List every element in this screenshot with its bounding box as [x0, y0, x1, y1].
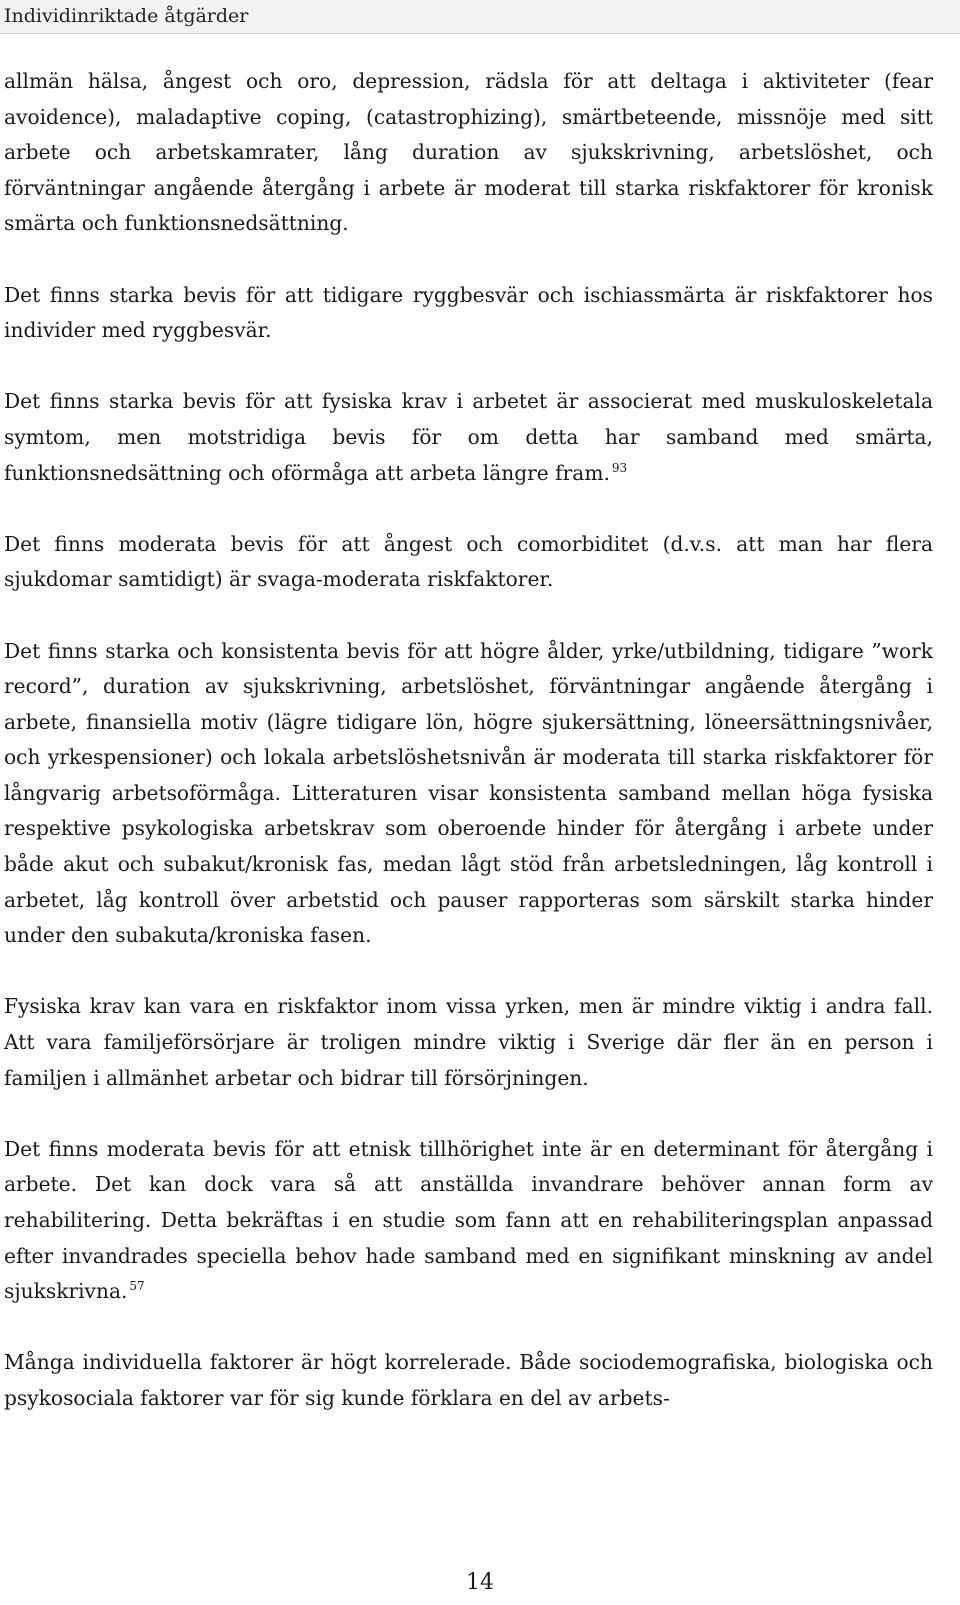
page-number: 14 [466, 1570, 494, 1595]
body-text [4, 64, 933, 1417]
footnote-reference: 57 [129, 1279, 145, 1294]
paragraph-ethnicity [4, 1132, 933, 1310]
paragraph-text: Fysiska krav kan vara en riskfaktor inom vissa yrken, men är mindre viktig i andra fall. Att vara familjeförsörjare är troligen mindre viktig i Sverige där fler än en person i familjen i allmänhet arbetar och bidrar till försörjningen. [4, 994, 933, 1090]
paragraph-risk-factors [4, 64, 933, 242]
paragraph-text: Det finns starka bevis för att fysiska krav i arbetet är associerat med muskuloskeletala symtom, men motstridiga bevis för om detta har samband med smärta, funktionsnedsättning och oförmåga att arbeta längre fram. [4, 389, 933, 485]
paragraph-physical-demands [4, 384, 933, 491]
running-header-title: Individinriktade åtgärder [4, 5, 249, 27]
paragraph-work-disability [4, 634, 933, 954]
paragraph-text: Det finns moderata bevis för att etnisk tillhörighet inte är en determinant för återgång i arbete. Det kan dock vara så att anställda invandrare behöver annan form av rehabilitering. Detta bekräftas i en studie som fann att en rehabiliteringsplan anpassad efter invandrades speciella behov hade samband med en signifikant minskning av andel sjukskrivna. [4, 1136, 933, 1304]
paragraph-text: Många individuella faktorer är högt korrelerade. Både sociodemografiska, biologiska och psykosociala faktorer var för sig kunde förklara en del av arbets- [4, 1350, 933, 1410]
paragraph-text: Det finns moderata bevis för att ångest och comorbiditet (d.v.s. att man har flera sjukdomar samtidigt) är svaga-moderata riskfaktorer. [4, 531, 933, 592]
paragraph-physical-requirements [4, 989, 933, 1096]
paragraph-text: Det finns starka och konsistenta bevis för att högre ålder, yrke/utbildning, tidigare ”work record”, duration av sjukskrivning, arbetslöshet, förväntningar angående återgång i arbete, finansiella motiv (lägre tidigare lön, högre sjukersättning, löneersättningsnivåer, och yrkespensioner) och lokala arbetslöshetsnivån är moderata till starka riskfaktorer för långvarig arbetsoförmåga. Litteraturen visar konsistenta samband mellan höga fysiska respektive psykologiska arbetskrav som oberoende hinder för återgång i arbete under både akut och subakut/kronisk fas, medan lågt stöd från arbetsledningen, låg kontroll i arbetet, låg kontroll över arbetstid och pauser rapporteras som särskilt starka hinder under den subakuta/kroniska fasen. [4, 638, 933, 948]
paragraph-anxiety [4, 527, 933, 598]
running-header [0, 0, 960, 34]
footnote-reference: 93 [611, 460, 628, 475]
paragraph-correlated-factors [4, 1345, 933, 1416]
paragraph-text: allmän hälsa, ångest och oro, depression, rädsla för att deltaga i aktiviteter (fear avoidence), maladaptive coping, (catastrophizing), smärtbeteende, missnöje med sitt arbete och arbetskamrater, lång duration av sjukskrivning, arbetslöshet, och förväntningar angående återgång i arbete är moderat till starka riskfaktorer för kronisk smärta och funktionsnedsättning. [4, 69, 933, 236]
paragraph-back-pain [4, 278, 933, 349]
paragraph-text: Det finns starka bevis för att tidigare ryggbesvär och ischiassmärta är riskfaktorer hos individer med ryggbesvär. [4, 282, 933, 343]
